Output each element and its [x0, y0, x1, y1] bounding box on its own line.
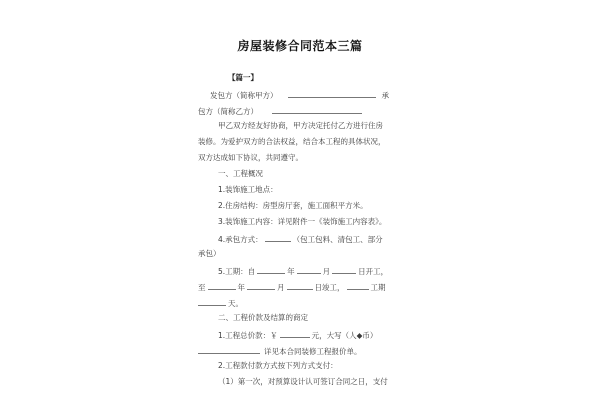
para1-line3: 双方达成如下协议，共同遵守。: [198, 153, 303, 162]
item4-prefix: 4.承包方式：: [218, 235, 263, 244]
party-a-blank: [288, 89, 376, 98]
party-b-line: [198, 105, 362, 117]
start-month-blank: [297, 265, 321, 274]
cost1-b: 元，大写（人◆币）: [311, 331, 378, 340]
party-a-suffix: 承: [381, 91, 389, 100]
party-a-line: [210, 89, 389, 101]
end-year-blank: [208, 281, 236, 290]
cost1-line: [218, 329, 377, 341]
item5-b: 年: [287, 267, 295, 276]
duration-gap: [347, 281, 369, 290]
item5-line2: [198, 281, 386, 293]
item5-line3: [198, 297, 243, 309]
cost2-line: 2.工程款付款方式按下列方式支付：: [218, 361, 338, 370]
cost1-cont-line: [198, 345, 362, 357]
section1-title: 一、工程概况: [218, 169, 263, 178]
section2-title: 二、工程价款及结算的商定: [218, 313, 308, 322]
item5-g: 月: [277, 283, 285, 292]
cost3-line: （1）第一次，对预算设计认可签订合同之日，支付: [218, 377, 388, 386]
item4-blank: [265, 233, 291, 242]
item5-h: 日竣工，: [314, 283, 345, 292]
item5-f: 年: [237, 283, 245, 292]
party-b-label: 包方（简称乙方）: [198, 107, 258, 116]
start-day-blank: [332, 265, 356, 274]
item4-continuation: 承包）: [198, 249, 221, 258]
end-month-blank: [247, 281, 275, 290]
item4-suffix: （包工包料、清包工、部分: [292, 235, 383, 244]
item5-a: 5.工期：自: [218, 267, 256, 276]
end-day-blank: [287, 281, 313, 290]
party-a-label: 发包方（简称甲方）: [210, 91, 278, 100]
para1-line2: 装修。为爱护双方的合法权益，结合本工程的具体状况，: [198, 137, 386, 146]
amount-words-blank: [198, 345, 260, 354]
item3-content: 3.装饰施工内容：详见附件一《装饰施工内容表》。: [218, 217, 387, 226]
party-b-blank: [272, 105, 362, 114]
cost1-c: 详见本合同装修工程报价单。: [264, 347, 362, 356]
item1-location: [218, 185, 278, 195]
item5-e: 至: [198, 283, 206, 292]
duration-days-blank: [198, 297, 226, 306]
start-year-blank: [257, 265, 285, 274]
item5-line1: [218, 265, 388, 277]
item5-d: 日开工，: [358, 267, 389, 276]
document-title: 房屋装修合同范本三篇: [237, 39, 363, 53]
para1-line1: 甲乙双方经友好协商，甲方决定托付乙方进行住房: [218, 121, 383, 130]
item5-c: 月: [322, 267, 331, 276]
item1-text: 1.装饰施工地点：: [218, 185, 278, 194]
item5-i: 工期: [370, 283, 386, 292]
item5-j: 天。: [228, 299, 243, 308]
total-price-blank: [280, 329, 310, 338]
item4-line: [218, 233, 383, 245]
cost1-a: 1.工程总价款：￥: [218, 331, 278, 340]
item2-structure: 2.住房结构：房型房厅套，施工面积平方米。: [218, 201, 368, 210]
section-label: 【篇一】: [228, 73, 258, 82]
